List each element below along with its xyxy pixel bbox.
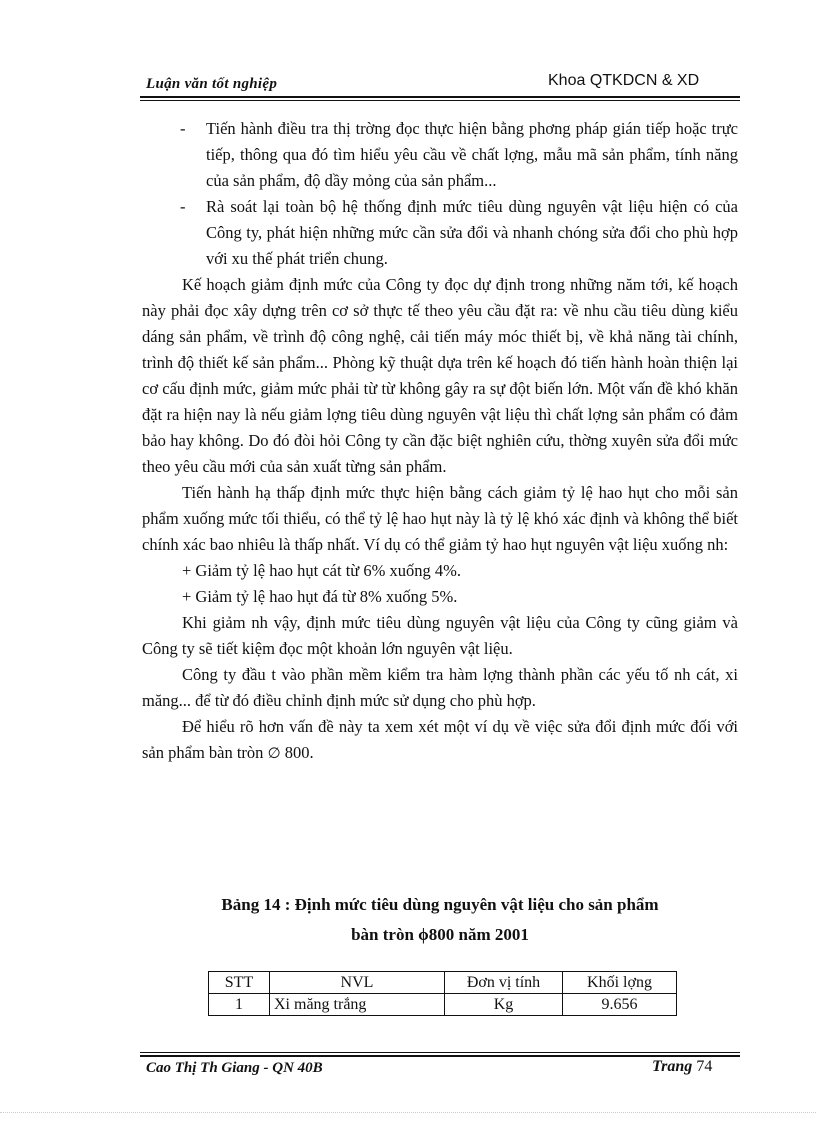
footer-page-number: 74 bbox=[696, 1058, 713, 1075]
page-bottom-dotted-line bbox=[0, 1112, 816, 1113]
footer-rule-thin bbox=[140, 1052, 740, 1053]
table-caption-line2: bàn tròn ϕ800 năm 2001 bbox=[351, 925, 529, 944]
bullet-item bbox=[142, 116, 738, 194]
paragraph-savings: Khi giảm nh vậy, định mức tiêu dùng nguyên vật liệu của Công ty cũng giảm và Công ty sẽ tiết kiệm đọc một khoản lớn nguyên vật liệu. bbox=[142, 613, 738, 658]
cell-unit: Kg bbox=[445, 994, 563, 1016]
header-cell-nvl: NVL bbox=[270, 972, 445, 994]
table-row bbox=[209, 994, 677, 1016]
paragraph-example bbox=[142, 714, 738, 766]
paragraph-plan: Kế hoạch giảm định mức của Công ty đọc dự định trong những năm tới, kế hoạch này phải đọc xây dựng trên cơ sở thực tế theo yêu cầu đặt ra: về nhu cầu tiêu dùng kiểu dáng sản phẩm, về trình độ công nghệ, cải tiến máy móc thiết bị, về khả năng tài chính, trình độ thiết kế sản phẩm... Phòng kỹ thuật dựa trên kế hoạch đó tiến hành hoàn thiện lại cơ cấu định mức, giảm mức phải từ từ không gây ra sự đột biến lớn. Một vấn đề khó khăn đặt ra hiện nay là nếu giảm lợng tiêu dùng nguyên vật liệu thì chất lợng sản phẩm có đảm bảo hay không. Do đó đòi hỏi Công ty cần đặc biệt nghiên cứu, thờng xuyên sửa đổi mức theo yêu cầu mới của sản xuất từng sản phẩm. bbox=[142, 275, 738, 476]
table-caption-line1: Bảng 14 : Định mức tiêu dùng nguyên vật liệu cho sản phẩm bbox=[221, 895, 659, 914]
cell-stt: 1 bbox=[209, 994, 270, 1016]
cell-nvl: Xi măng trắng bbox=[270, 994, 445, 1016]
bullet-dash: - bbox=[180, 197, 186, 216]
list-item-sand: + Giảm tỷ lệ hao hụt cát từ 6% xuống 4%. bbox=[182, 561, 461, 580]
list-item-stone: + Giảm tỷ lệ hao hụt đá từ 8% xuống 5%. bbox=[182, 587, 458, 606]
diameter-symbol: ∅ bbox=[267, 744, 281, 762]
bullet-dash: - bbox=[180, 119, 186, 138]
main-body bbox=[142, 116, 738, 766]
footer-page bbox=[652, 1058, 712, 1076]
header-faculty: Khoa QTKDCN & XD bbox=[548, 72, 700, 89]
paragraph-software: Công ty đầu t vào phần mềm kiểm tra hàm lợng thành phần các yếu tố nh cát, xi măng... để từ đó điều chỉnh định mức sử dụng cho phù hợp. bbox=[142, 665, 738, 710]
table-caption bbox=[140, 890, 740, 950]
bullet-item bbox=[142, 194, 738, 272]
footer-author: Cao Thị Th Giang - QN 40B bbox=[146, 1060, 323, 1076]
paragraph-example-text: Để hiểu rõ hơn vấn đề này ta xem xét một ví dụ về việc sửa đổi định mức đối với sản phẩm bàn tròn bbox=[142, 717, 738, 762]
material-norm-table bbox=[208, 971, 677, 1016]
footer-page-label: Trang bbox=[652, 1058, 693, 1075]
header-cell-stt: STT bbox=[209, 972, 270, 994]
header-cell-quantity: Khối lợng bbox=[563, 972, 677, 994]
header-thesis-title: Luận văn tốt nghiệp bbox=[146, 76, 278, 92]
paragraph-example-end: 800. bbox=[280, 743, 314, 762]
cell-quantity: 9.656 bbox=[563, 994, 677, 1016]
header-rule-thick bbox=[140, 96, 740, 98]
table-header-row bbox=[209, 972, 677, 994]
header-rule-thin bbox=[140, 100, 740, 101]
footer-rule-thick bbox=[140, 1055, 740, 1057]
bullet-text: Tiến hành điều tra thị trờng đọc thực hiện bằng phơng pháp gián tiếp hoặc trực tiếp, thông qua đó tìm hiểu yêu cầu về chất lợng, mẫu mã sản phẩm, tính năng của sản phẩm, độ dầy mỏng của sản phẩm... bbox=[206, 119, 738, 190]
paragraph-reduction: Tiến hành hạ thấp định mức thực hiện bằng cách giảm tỷ lệ hao hụt cho mỗi sản phẩm xuống mức tối thiểu, có thể tỷ lệ hao hụt này là tỷ lệ khó xác định và không thể biết chính xác bao nhiêu là thấp nhất. Ví dụ có thể giảm tỷ hao hụt nguyên vật liệu xuống nh: bbox=[142, 483, 738, 554]
bullet-text: Rà soát lại toàn bộ hệ thống định mức tiêu dùng nguyên vật liệu hiện có của Công ty, phát hiện những mức cần sửa đổi và nhanh chóng sửa đổi cho phù hợp với xu thế phát triển chung. bbox=[206, 197, 738, 268]
header-cell-unit: Đơn vị tính bbox=[445, 972, 563, 994]
